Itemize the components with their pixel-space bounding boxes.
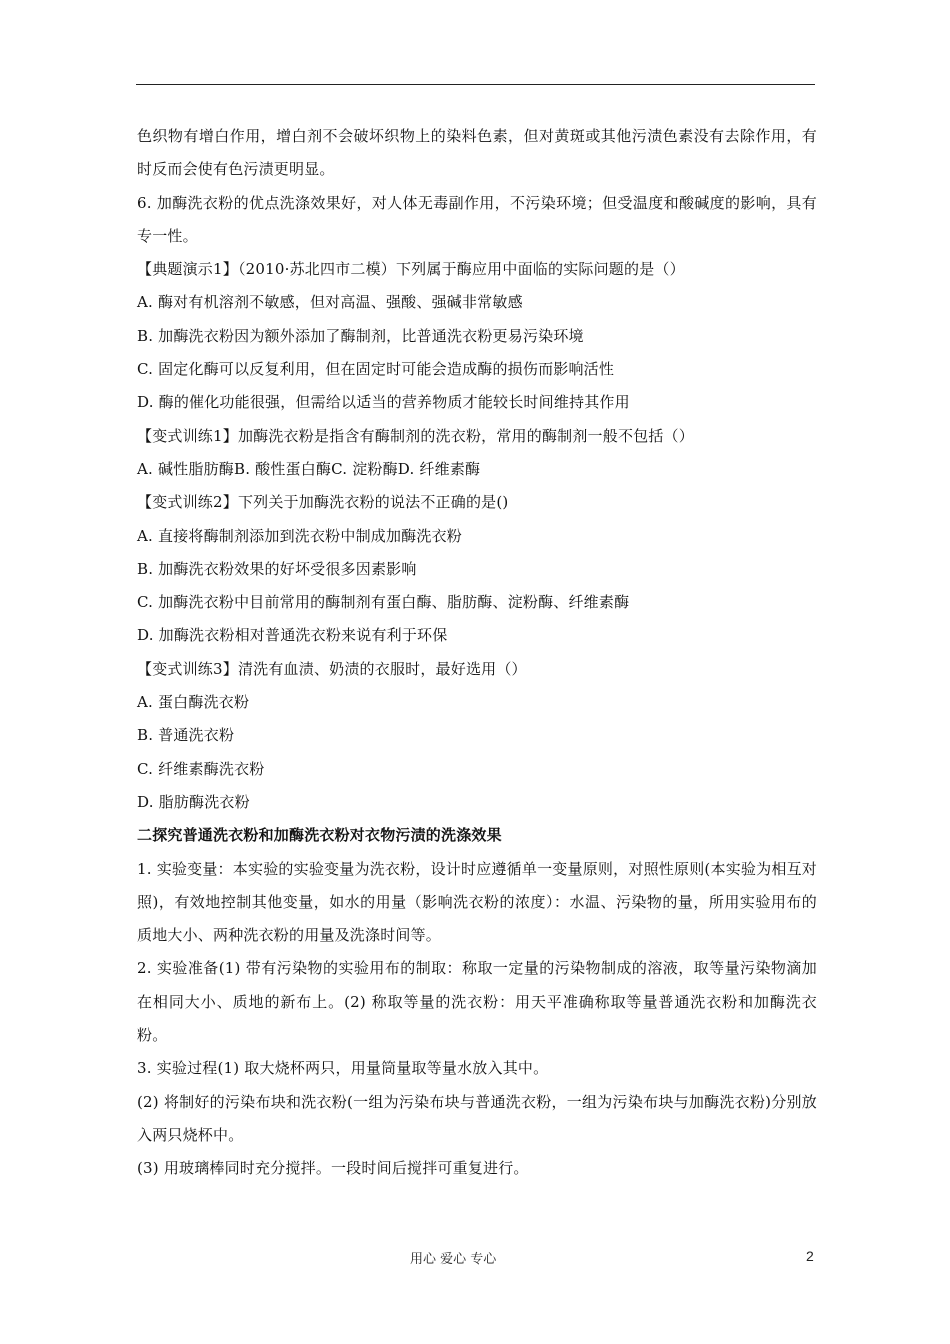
option-item: A. 蛋白酶洗衣粉 (137, 693, 250, 712)
option-item: C. 固定化酶可以反复利用，但在固定时可能会造成酶的损伤而影响活性 (137, 360, 615, 379)
question-heading: 【典题演示1】（2010·苏北四市二模）下列属于酶应用中面临的实际问题的是（） (137, 260, 685, 279)
option-item: D. 加酶洗衣粉相对普通洗衣粉来说有利于环保 (137, 626, 448, 645)
option-item: A. 直接将酶制剂添加到洗衣粉中制成加酶洗衣粉 (137, 526, 462, 545)
option-item: B. 加酶洗衣粉效果的好坏受很多因素影响 (137, 559, 417, 578)
paragraph: 6. 加酶洗衣粉的优点洗涤效果好，对人体无毒副作用，不污染环境；但受温度和酸碱度的影响，具有专一性。 (137, 193, 817, 245)
document-body (137, 120, 817, 1186)
option-item: C. 加酶洗衣粉中目前常用的酶制剂有蛋白酶、脂肪酶、淀粉酶、纤维素酶 (137, 593, 630, 612)
option-item: C. 纤维素酶洗衣粉 (137, 759, 265, 778)
footer-motto: 用心 爱心 专心 (410, 1252, 497, 1267)
option-item: D. 酶的催化功能很强，但需给以适当的营养物质才能较长时间维持其作用 (137, 393, 630, 412)
question-heading: 【变式训练2】下列关于加酶洗衣粉的说法不正确的是() (137, 493, 509, 512)
paragraph: (3) 用玻璃棒同时充分搅拌。一段时间后搅拌可重复进行。 (137, 1159, 529, 1178)
paragraph: 3. 实验过程(1) 取大烧杯两只，用量筒量取等量水放入其中。 (137, 1059, 549, 1078)
paragraph: 色织物有增白作用，增白剂不会破坏织物上的染料色素，但对黄斑或其他污渍色素没有去除作用，有时反而会使有色污渍更明显。 (137, 127, 817, 179)
paragraph: 1. 实验变量：本实验的实验变量为洗衣粉，设计时应遵循单一变量原则，对照性原则(本实验为相互对照)，有效地控制其他变量，如水的用量（影响洗衣粉的浓度）：水温、污染物的量，所用实验用布的质地大小、两种洗衣粉的用量及洗涤时间等。 (137, 859, 817, 945)
option-item: A. 酶对有机溶剂不敏感，但对高温、强酸、强碱非常敏感 (137, 293, 523, 312)
section-heading: 二探究普通洗衣粉和加酶洗衣粉对衣物污渍的洗涤效果 (137, 826, 502, 845)
page-number: 2 (806, 1248, 814, 1264)
paragraph: 2. 实验准备(1) 带有污染物的实验用布的制取：称取一定量的污染物制成的溶液，取等量污染物滴加在相同大小、质地的新布上。(2) 称取等量的洗衣粉：用天平准确称取等量普通洗衣粉和加酶洗衣粉。 (137, 959, 817, 1045)
header-rule (136, 84, 815, 85)
question-heading: 【变式训练1】加酶洗衣粉是指含有酶制剂的洗衣粉，常用的酶制剂一般不包括（） (137, 426, 694, 445)
question-heading: 【变式训练3】清洗有血渍、奶渍的衣服时，最好选用（） (137, 659, 527, 678)
option-item: B. 普通洗衣粉 (137, 726, 235, 745)
option-item: B. 加酶洗衣粉因为额外添加了酶制剂，比普通洗衣粉更易污染环境 (137, 326, 584, 345)
option-item: D. 脂肪酶洗衣粉 (137, 792, 250, 811)
option-item: A. 碱性脂肪酶B. 酸性蛋白酶C. 淀粉酶D. 纤维素酶 (137, 459, 481, 478)
paragraph: (2) 将制好的污染布块和洗衣粉(一组为污染布块与普通洗衣粉，一组为污染布块与加酶洗衣粉)分别放入两只烧杯中。 (137, 1092, 817, 1144)
